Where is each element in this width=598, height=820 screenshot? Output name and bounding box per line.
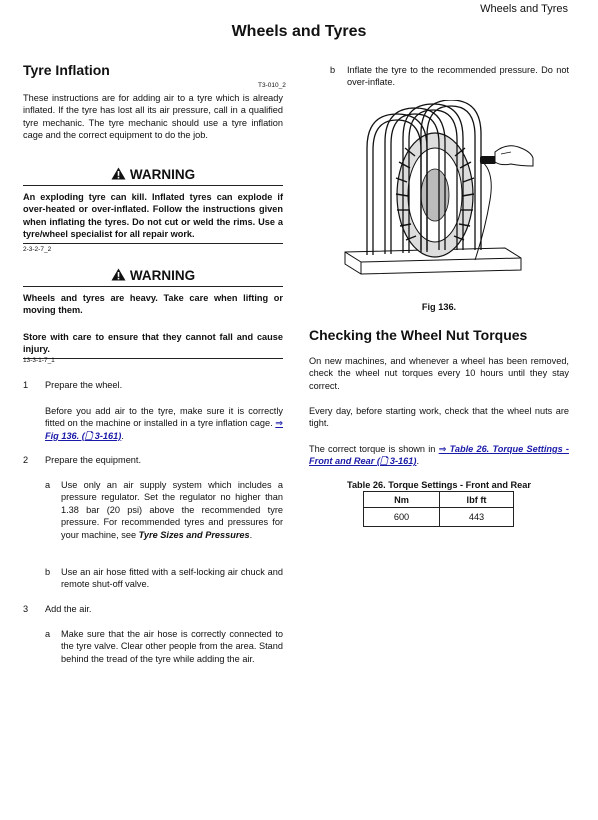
substep-letter: a (45, 629, 51, 639)
substep-body: Make sure that the air hose is correctly connected to the tyre valve. Clear other people from the area. Stand behind the tread of the tyre while adding the air. (61, 629, 283, 664)
fig-136-link[interactable]: ⇒ Fig 136. (🗋 3-161) (45, 418, 283, 441)
reference-code: T3-010_2 (258, 82, 286, 89)
step-title: Prepare the equipment. (45, 455, 142, 465)
warning-code: 2-3-2-7_2 (23, 246, 52, 253)
torque-table (363, 491, 514, 527)
warning-code: 13-3-1-7_1 (23, 357, 55, 364)
column-header: lbf ft (440, 492, 514, 508)
substep-letter: a (45, 480, 51, 490)
step-body: Before you add air to the tyre, make sure it is correctly fitted on the machine or installed in a tyre inflation cage. ⇒ Fig 136. (🗋 3-161). (45, 406, 283, 441)
paragraph: On new machines, and whenever a wheel has been removed, check the wheel nut torques every 10 hours until they stay correct. (309, 356, 569, 391)
page-title: Wheels and Tyres (231, 23, 367, 40)
figure-caption: Fig 136. (421, 302, 457, 312)
intro-paragraph: These instructions are for adding air to a tyre which is already inflated. If the tyre has lost all its air pressure, call in a qualified tyre mechanic. The tyre mechanic should use a tyre inflation cage and the correct equipment to do the job. (23, 93, 283, 141)
warning-heading (23, 268, 283, 287)
warning-text: An exploding tyre can kill. Inflated tyres can explode if over-heated or over-inflated. Follow the instructions given when inflating the tyres. Do not cut or weld the rims. Use a tyre/wheel specialist for all repair work. (23, 191, 283, 244)
warning-text: Store with care to ensure that they cannot fall and cause injury. (23, 331, 283, 359)
tyre-sizes-reference: Tyre Sizes and Pressures (138, 529, 250, 540)
step-title: Add the air. (45, 604, 92, 614)
table-caption: Table 26. Torque Settings - Front and Rear (347, 480, 531, 490)
table-header-row (364, 492, 514, 508)
paragraph: Every day, before starting work, check that the wheel nuts are tight. (309, 406, 569, 429)
substep-letter: b (330, 65, 336, 75)
warning-triangle-icon (111, 268, 126, 281)
running-header: Wheels and Tyres (480, 3, 568, 15)
substep-body: Inflate the tyre to the recommended pressure. Do not over-inflate. (347, 65, 569, 88)
warning-triangle-icon (111, 167, 126, 180)
paragraph: The correct torque is shown in ⇒ Table 26. Torque Settings - Front and Rear (🗋 3-161). (309, 444, 569, 467)
table-row (364, 508, 514, 527)
substep-body: Use an air hose fitted with a self-locking air chuck and remote shut-off valve. (61, 567, 283, 590)
warning-label: WARNING (129, 167, 196, 182)
warning-box (23, 292, 283, 359)
substep-letter: b (45, 567, 51, 577)
section-heading-tyre-inflation: Tyre Inflation (23, 62, 110, 78)
section-heading-wheel-nut-torques: Checking the Wheel Nut Torques (309, 327, 528, 343)
substep-body: Use only an air supply system which includes a pressure regulator. Set the regulator no higher than 1.38 bar (20 psi) above the recommended tyre pressure. For recommended tyres and pressures for your machine, see Tyre Sizes and Pressures. (61, 480, 283, 540)
step-number: 1 (23, 380, 29, 390)
tyre-inflation-cage-illustration (335, 100, 535, 295)
table-cell: 443 (440, 508, 514, 527)
warning-text: Wheels and tyres are heavy. Take care when lifting or moving them. (23, 293, 283, 316)
table-26-link[interactable]: ⇒ Table 26. Torque Settings - Front and Rear (🗋 3-161) (309, 444, 569, 467)
warning-label: WARNING (129, 268, 196, 283)
step-number: 2 (23, 455, 29, 465)
step-number: 3 (23, 604, 29, 614)
step-title: Prepare the wheel. (45, 380, 123, 390)
warning-heading (23, 167, 283, 186)
table-cell: 600 (364, 508, 440, 527)
column-header: Nm (364, 492, 440, 508)
